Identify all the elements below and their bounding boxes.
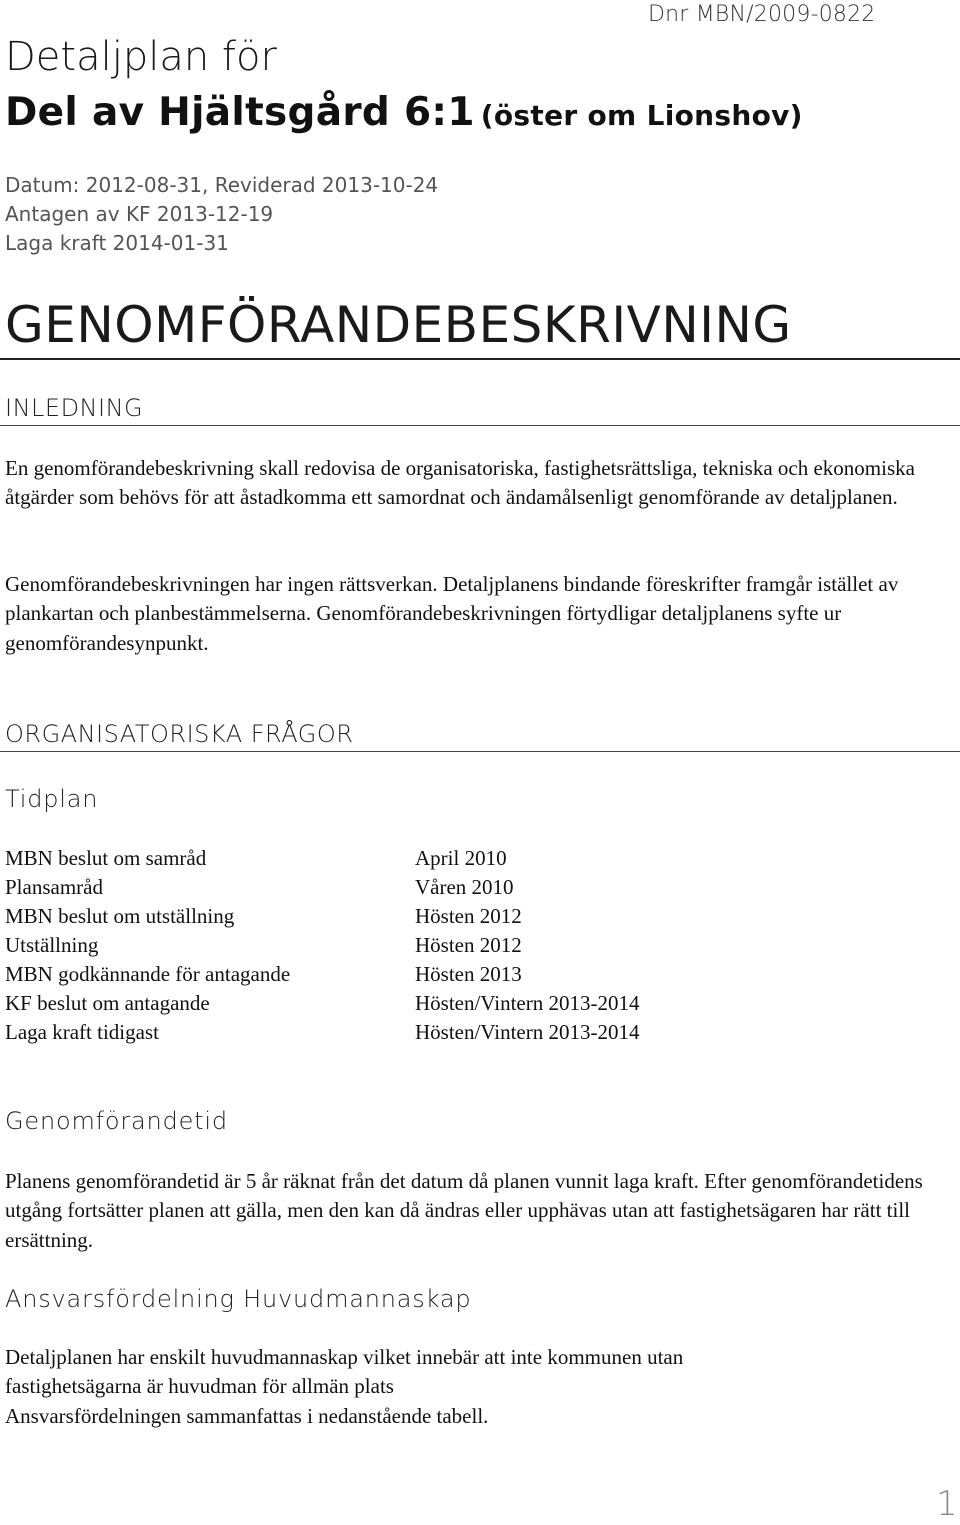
document-dates: [5, 171, 438, 258]
tidplan-time: Hösten 2012: [415, 904, 522, 928]
tidplan-step: MBN beslut om utställning: [5, 904, 235, 928]
tidplan-time: Hösten 2012: [415, 933, 522, 957]
document-reference-number: Dnr MBN/2009-0822: [648, 2, 876, 27]
tidplan-row: [5, 960, 639, 989]
inledning-paragraph-1: En genomförandebeskrivning skall redovisa de organisatoriska, fastighetsrättsliga, tekniska och ekonomiska åtgärder som behövs för att åstadkomma ett samordnat och ändamålsenligt genomförande av detaljplanen.: [5, 456, 915, 510]
tidplan-step: MBN beslut om samråd: [5, 846, 207, 870]
tidplan-time: April 2010: [415, 846, 507, 870]
ansvarsfordelning-text: [5, 1343, 955, 1431]
tidplan-time: Hösten 2013: [415, 962, 522, 986]
plan-area-name: Del av Hjältsgård 6:1: [5, 90, 475, 135]
ansvar-line: Ansvarsfördelningen sammanfattas i nedanstående tabell.: [5, 1403, 489, 1428]
tidplan-row: [5, 873, 639, 902]
tidplan-time: Våren 2010: [415, 875, 514, 899]
tidplan-time: Hösten/Vintern 2013-2014: [415, 1020, 640, 1044]
page-number: 1: [936, 1484, 958, 1524]
tidplan-row: [5, 931, 639, 960]
document-title-line1: Detaljplan för: [5, 34, 277, 80]
tidplan-row: [5, 989, 639, 1018]
section-heading-organisatoriska: ORGANISATORISKA FRÅGOR: [5, 720, 354, 748]
tidplan-step: Utställning: [5, 933, 99, 957]
tidplan-row: [5, 844, 639, 873]
inledning-paragraph-2: Genomförandebeskrivningen har ingen rättsverkan. Detaljplanens bindande föreskrifter framgår istället av plankartan och planbestämmelserna. Genomförandebeskrivningen förtydligar detaljplanens syfte ur genomförandesynpunkt.: [5, 572, 899, 655]
date-line: Laga kraft 2014-01-31: [5, 231, 229, 255]
subheading-genomforandetid: Genomförandetid: [5, 1107, 228, 1135]
tidplan-step: MBN godkännande för antagande: [5, 962, 291, 986]
genomforandetid-paragraph: Planens genomförandetid är 5 år räknat från det datum då planen vunnit laga kraft. Efter genomförandetidens utgång fortsätter planen att gälla, men den kan då ändras eller upphävas utan att fastighetsägaren har rätt till ersättning.: [5, 1169, 923, 1252]
subheading-tidplan: Tidplan: [5, 785, 99, 813]
tidplan-row: [5, 902, 639, 931]
section-divider: [0, 751, 960, 752]
subheading-ansvarsfordelning: Ansvarsfördelning Huvudmannaskap: [5, 1285, 472, 1313]
date-line: Antagen av KF 2013-12-19: [5, 202, 274, 226]
tidplan-time: Hösten/Vintern 2013-2014: [415, 991, 640, 1015]
tidplan-step: Laga kraft tidigast: [5, 1020, 159, 1044]
section-heading-inledning: INLEDNING: [5, 394, 144, 422]
ansvar-line: fastighetsägarna är huvudman för allmän plats: [5, 1374, 394, 1399]
main-heading: GENOMFÖRANDEBESKRIVNING: [5, 296, 792, 354]
tidplan-row: [5, 1018, 639, 1047]
tidplan-table: [5, 844, 639, 1047]
date-line: Datum: 2012-08-31, Reviderad 2013-10-24: [5, 173, 439, 197]
plan-area-subtitle: (öster om Lionshov): [480, 99, 803, 132]
ansvar-line: Detaljplanen har enskilt huvudmannaskap vilket innebär att inte kommunen utan: [5, 1345, 684, 1369]
tidplan-step: Plansamråd: [5, 875, 103, 899]
section-divider: [0, 425, 960, 426]
heading-divider: [0, 358, 960, 360]
document-title-line2: [5, 90, 803, 135]
tidplan-step: KF beslut om antagande: [5, 991, 210, 1015]
